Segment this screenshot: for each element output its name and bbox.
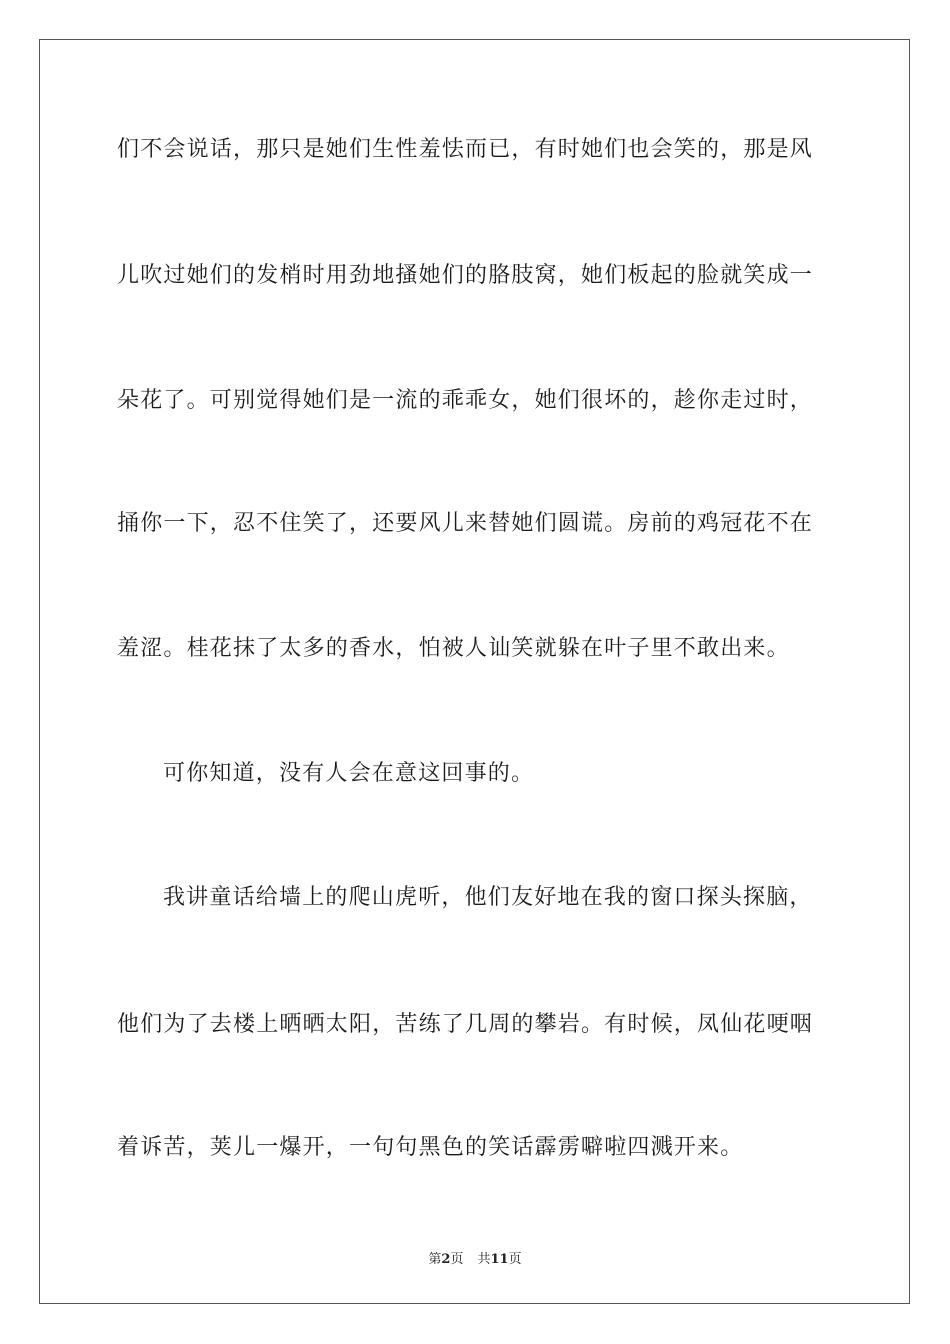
page-frame: [39, 39, 910, 1304]
text-line: 儿吹过她们的发梢时用劲地搔她们的胳肢窝，她们板起的脸就笑成一: [117, 263, 814, 288]
text-line: 他们为了去楼上晒晒太阳，苦练了几周的攀岩。有时候，凤仙花哽咽: [117, 1012, 814, 1037]
text-line: 捅你一下，忍不住笑了，还要风儿来替她们圆谎。房前的鸡冠花不在: [117, 511, 814, 536]
page-footer: [0, 1248, 950, 1267]
page-unit: 页: [450, 1252, 464, 1267]
text-line: 可你知道，没有人会在意这回事的。: [163, 761, 535, 786]
total-unit: 页: [508, 1252, 522, 1267]
page-prefix: 第: [428, 1252, 442, 1267]
text-line: 朵花了。可别觉得她们是一流的乖乖女，她们很坏的，趁你走过时，: [117, 388, 814, 413]
page-total: 11: [490, 1252, 509, 1267]
total-prefix: 共: [477, 1252, 491, 1267]
text-line: 们不会说话，那只是她们生性羞怯而已，有时她们也会笑的，那是风: [117, 137, 814, 162]
text-line: 羞涩。桂花抹了太多的香水，怕被人讪笑就躲在叶子里不敢出来。: [117, 636, 790, 661]
text-line: 我讲童话给墙上的爬山虎听，他们友好地在我的窗口探头探脑，: [163, 885, 813, 910]
page-current: 2: [441, 1252, 451, 1267]
text-line: 着诉苦，荚儿一爆开，一句句黑色的笑话霹雳噼啦四溅开来。: [117, 1135, 744, 1160]
